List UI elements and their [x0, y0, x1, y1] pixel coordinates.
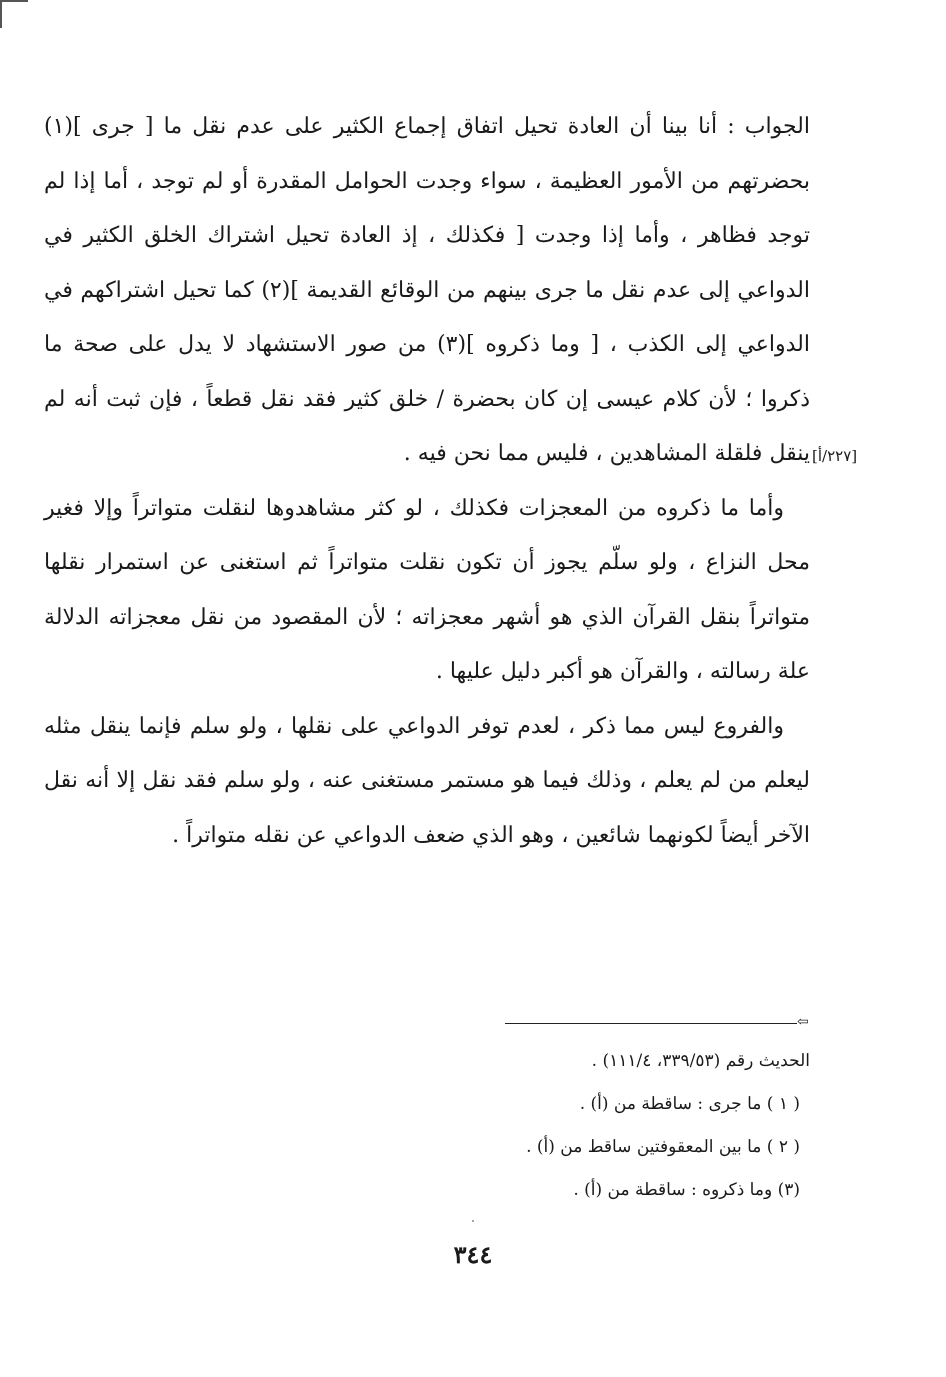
folio-margin-note: [٢٢٧/أ]	[812, 447, 858, 465]
paragraph-branches: والفروع ليس مما ذكر ، لعدم توفر الدواعي على نقلها ، ولو سلم فإنما ينقل مثله ليعلم من لم يعلم ، وذلك فيما هو مستمر مستغنى عنه ، ولو سلم فقد نقل إلا أنه نقل الآخر أيضاً لكونهما شائعين ، وهو الذي ضعف الدواعي عن نقله متواتراً .	[44, 713, 810, 848]
footnote-continuation: الحديث رقم (٣٣٩/٥٣، ١١١/٤) .	[591, 1051, 810, 1071]
page-body	[44, 100, 810, 863]
page-number: ٣٤٤	[453, 1240, 493, 1269]
footnote-divider	[505, 1023, 797, 1024]
footnote-item: ( ٢ ) ما بين المعقوفتين ساقط من (أ) .	[526, 1137, 800, 1157]
paragraph-answer: الجواب : أنا بينا أن العادة تحيل اتفاق إجماع الكثير على عدم نقل ما [ جرى ](١) بحضرتهم من الأمور العظيمة ، سواء وجدت الحوامل المقدرة أو لم توجد ، أما إذا لم توجد فظاهر ، وأما إذا وجدت [ فكذلك ، إذ العادة تحيل اشتراك الخلق الكثير في الدواعي إلى عدم نقل ما جرى بينهم من الوقائع القديمة ](٢) كما تحيل اشتراكهم في الدواعي إلى الكذب ، [ وما ذكروه ](٣) من صور الاستشهاد لا يدل على صحة ما ذكروا ؛ لأن كلام عيسى إن كان بحضرة / خلق كثير فقد نقل قطعاً ، فإن ثبت أنه لم ينقل فلقلة المشاهدين ، فليس مما نحن فيه .	[44, 114, 811, 466]
paragraph-miracles: وأما ما ذكروه من المعجزات فكذلك ، لو كثر مشاهدوها لنقلت متواتراً وإلا فغير محل النزاع ، ولو سلّم يجوز أن تكون نقلت متواتراً ثم استغنى عن استمرار نقلها متواتراً بنقل القرآن الذي هو أشهر معجزاته ؛ لأن المقصود من نقل معجزاته الدلالة علة رسالته ، والقرآن هو أكبر دليل عليها .	[44, 495, 810, 684]
continuation-arrow-icon: ⇦	[797, 1014, 809, 1030]
scan-corner-mark	[0, 0, 28, 28]
footnote-item: (٣) وما ذكروه : ساقطة من (أ) .	[573, 1180, 800, 1200]
footnotes	[390, 1040, 810, 1212]
footnote-item: ( ١ ) ما جرى : ساقطة من (أ) .	[579, 1094, 800, 1114]
scan-speck	[472, 1220, 474, 1222]
